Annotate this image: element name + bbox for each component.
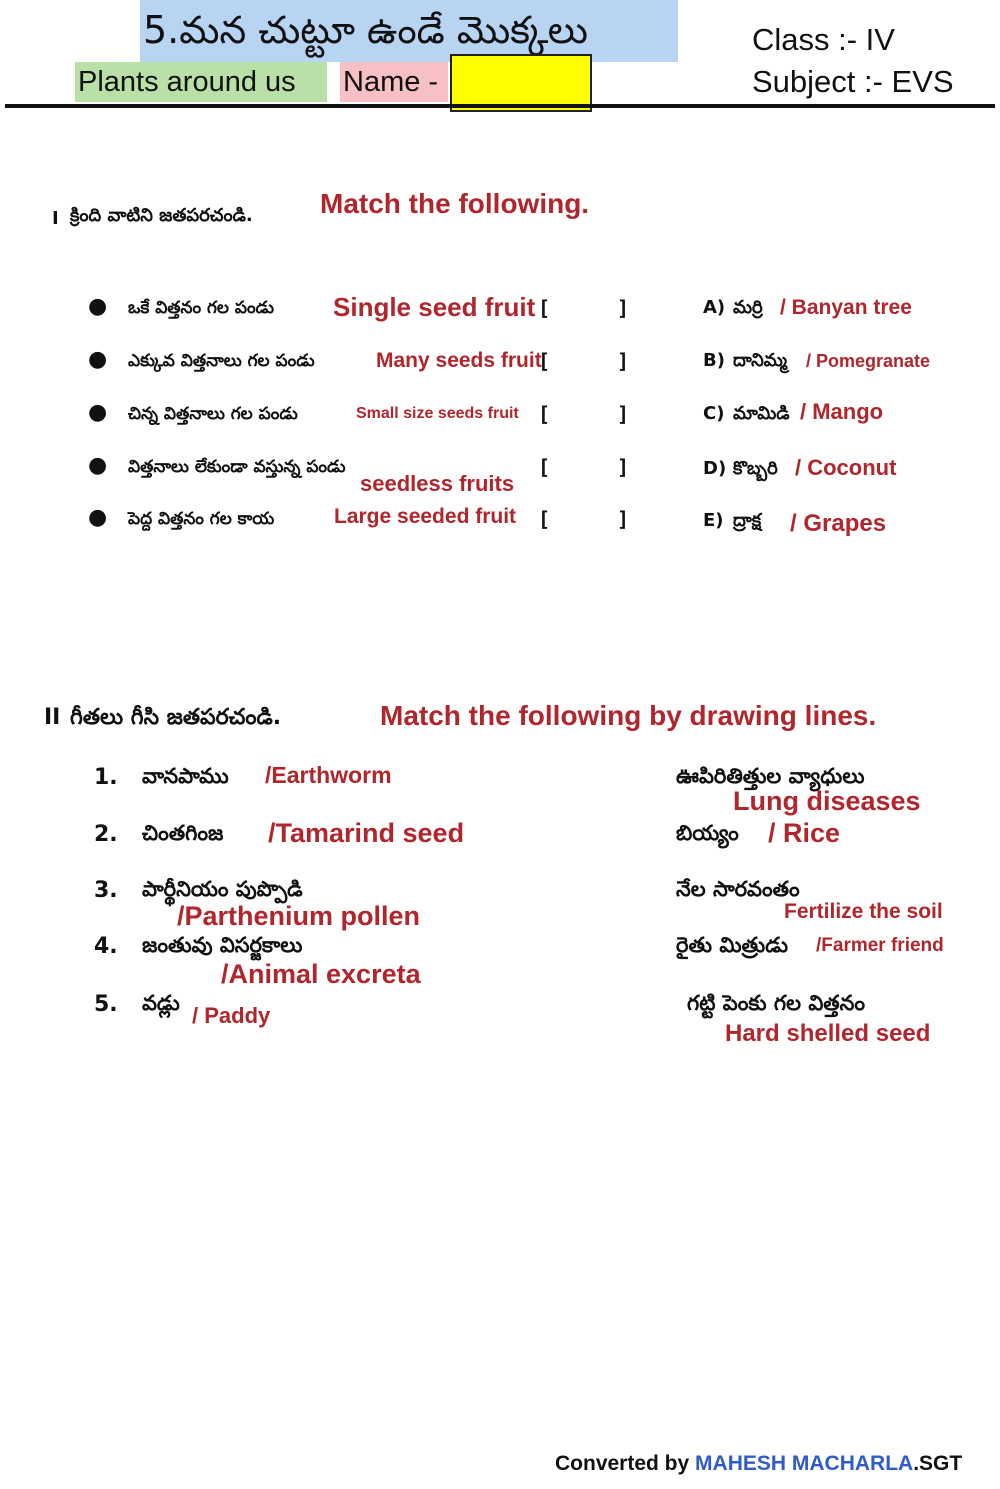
option-english: / Grapes	[790, 510, 887, 537]
right-item-telugu: బియ్యం	[676, 821, 739, 845]
right-item-telugu: రైతు మిత్రుడు	[676, 933, 788, 957]
question-telugu: విత్తనాలు లేకుండా వస్తున్న పండు	[128, 457, 346, 477]
question-telugu: ఎక్కువ విత్తనాలు గల పండు	[128, 351, 315, 371]
left-item-telugu: వానపాము	[142, 764, 229, 788]
answer-bracket-open[interactable]: [	[538, 296, 551, 320]
right-item-english: / Rice	[768, 818, 841, 848]
option-telugu: మామిడి	[733, 403, 790, 424]
left-item-telugu: పార్థీనియం పుప్పొడి	[142, 877, 303, 901]
left-item-telugu: వడ్లు	[142, 991, 180, 1015]
left-item-telugu: చింతగింజ	[142, 821, 224, 845]
item-number: 3.	[94, 878, 118, 903]
left-item-english: /Animal excreta	[221, 959, 421, 989]
question-english: Small size seeds fruit	[356, 405, 519, 422]
option-telugu: దానిమ్మ	[733, 350, 788, 371]
answer-bracket-close[interactable]: ]	[617, 296, 630, 320]
right-item-english: Hard shelled seed	[725, 1020, 931, 1047]
option-letter: D)	[703, 458, 727, 479]
footer-credit	[555, 1452, 962, 1476]
question-english: Single seed fruit	[333, 292, 536, 322]
section1-instruction-english: Match the following.	[320, 188, 590, 219]
question-telugu: ఒకే విత్తనం గల పండు	[128, 298, 275, 318]
option-telugu: ద్రాక్ష	[733, 510, 762, 531]
answer-bracket-close[interactable]: ]	[617, 455, 630, 479]
left-item-telugu: జంతువు విసర్జకాలు	[142, 933, 303, 957]
left-item-english: /Tamarind seed	[268, 818, 465, 848]
right-item-telugu: గట్టి పెంకు గల విత్తనం	[687, 991, 865, 1015]
bullet: ●	[88, 453, 108, 478]
item-number: 4.	[94, 934, 118, 959]
right-item-english: Lung diseases	[733, 786, 921, 816]
answer-bracket-open[interactable]: [	[538, 349, 551, 373]
option-telugu: మర్రి	[733, 297, 763, 318]
bullet: ●	[88, 294, 108, 319]
section1-instruction-telugu: క్రింది వాటిని జతపరచండి.	[70, 205, 253, 226]
section2-instruction-telugu: గీతలు గీసి జతపరచండి.	[70, 705, 282, 730]
left-item-english: /Parthenium pollen	[177, 901, 421, 931]
item-number: 2.	[94, 822, 118, 847]
option-english: / Banyan tree	[780, 296, 912, 319]
section1-number: I	[52, 208, 59, 229]
left-item-english: / Paddy	[192, 1003, 271, 1028]
question-english: Many seeds fruit	[376, 349, 542, 372]
answer-bracket-open[interactable]: [	[538, 455, 551, 479]
item-number: 5.	[94, 992, 118, 1017]
item-number: 1.	[94, 765, 118, 790]
option-letter: B)	[703, 350, 725, 371]
option-english: / Pomegranate	[806, 351, 931, 371]
footer-prefix: Converted by	[555, 1452, 696, 1475]
name-label: Name -	[343, 66, 439, 98]
question-telugu: పెద్ద విత్తనం గల కాయ	[128, 509, 275, 529]
question-english: seedless fruits	[360, 471, 515, 496]
question-telugu: చిన్న విత్తనాలు గల పండు	[128, 404, 298, 424]
class-label: Class :- IV	[752, 22, 895, 57]
answer-bracket-close[interactable]: ]	[617, 402, 630, 426]
answer-bracket-open[interactable]: [	[538, 507, 551, 531]
option-english: / Coconut	[795, 455, 897, 480]
option-letter: E)	[703, 510, 724, 531]
right-item-english: /Farmer friend	[816, 935, 944, 956]
answer-bracket-open[interactable]: [	[538, 402, 551, 426]
subject-label: Subject :- EVS	[752, 64, 954, 99]
bullet: ●	[88, 400, 108, 425]
bullet: ●	[88, 505, 108, 530]
footer-author: MAHESH MACHARLA	[695, 1452, 914, 1475]
left-item-english: /Earthworm	[265, 762, 392, 788]
page-title-english: Plants around us	[78, 66, 296, 98]
header-divider	[5, 104, 995, 108]
option-letter: C)	[703, 403, 725, 424]
answer-bracket-close[interactable]: ]	[617, 349, 630, 373]
right-item-english: Fertilize the soil	[784, 900, 943, 923]
right-item-telugu: నేల సారవంతం	[676, 877, 800, 901]
section2-number: II	[44, 705, 61, 730]
option-english: / Mango	[800, 399, 884, 424]
bullet: ●	[88, 347, 108, 372]
answer-bracket-close[interactable]: ]	[617, 507, 630, 531]
section2-instruction-english: Match the following by drawing lines.	[380, 700, 877, 731]
page-title-telugu: 5.మన చుట్టూ ఉండే మొక్కలు	[143, 8, 588, 52]
option-telugu: కొబ్బరి	[733, 458, 778, 479]
option-letter: A)	[703, 297, 726, 318]
right-item-telugu: ఊపిరితిత్తుల వ్యాధులు	[676, 764, 865, 788]
question-english: Large seeded fruit	[334, 505, 517, 528]
footer-suffix: .SGT	[913, 1452, 963, 1475]
